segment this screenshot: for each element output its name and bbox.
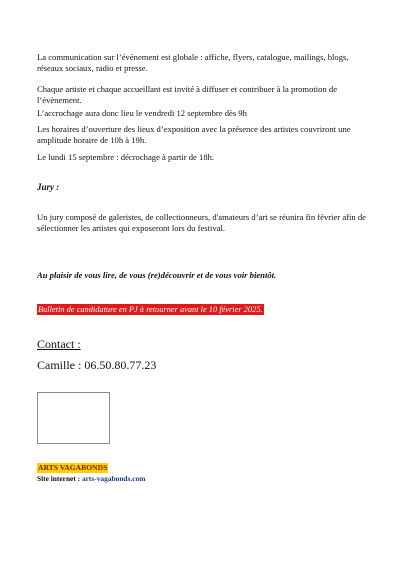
takedown-paragraph: Le lundi 15 septembre : décrochage à partir de 18h.	[37, 152, 215, 162]
website-line	[37, 474, 145, 484]
logo-placeholder-box	[37, 392, 110, 444]
jury-heading: Jury :	[37, 182, 60, 192]
opening-hours-paragraph: Les horaires d’ouverture des lieux d’exposition avec la présence des artistes couvriront une amplitude horaire de 10h à 19h.	[37, 124, 351, 146]
contact-heading: Contact :	[37, 337, 81, 351]
hanging-date-paragraph: L’accrochage aura donc lieu le vendredi 12 septembre dès 9h	[37, 108, 247, 118]
communication-paragraph: La communication sur l’évènement est globale : affiche, flyers, catalogue, mailings, blogs, réseaux sociaux, radio et presse.	[37, 52, 349, 74]
jury-paragraph: Un jury composé de galeristes, de collectionneurs, d'amateurs d’art se réunira fin février afin de sélectionner les artistes qui exposeront lors du festival.	[37, 212, 366, 234]
closing-line: Au plaisir de vous lire, de vous (re)découvrir et de vous voir bientôt.	[37, 270, 277, 280]
contact-phone: Camille : 06.50.80.77.23	[37, 358, 157, 372]
brand-name: ARTS VAGABONDS	[38, 463, 108, 472]
website-link[interactable]: arts-vagabonds.com	[81, 474, 146, 483]
website-label: Site internet :	[37, 474, 82, 483]
promotion-paragraph: Chaque artiste et chaque accueillant est invité à diffuser et contribuer à la promotion de l’évènement.	[37, 84, 338, 106]
bulletin-notice: Bulletin de candidature en PJ à retourner avant le 10 février 2025.	[38, 305, 263, 314]
